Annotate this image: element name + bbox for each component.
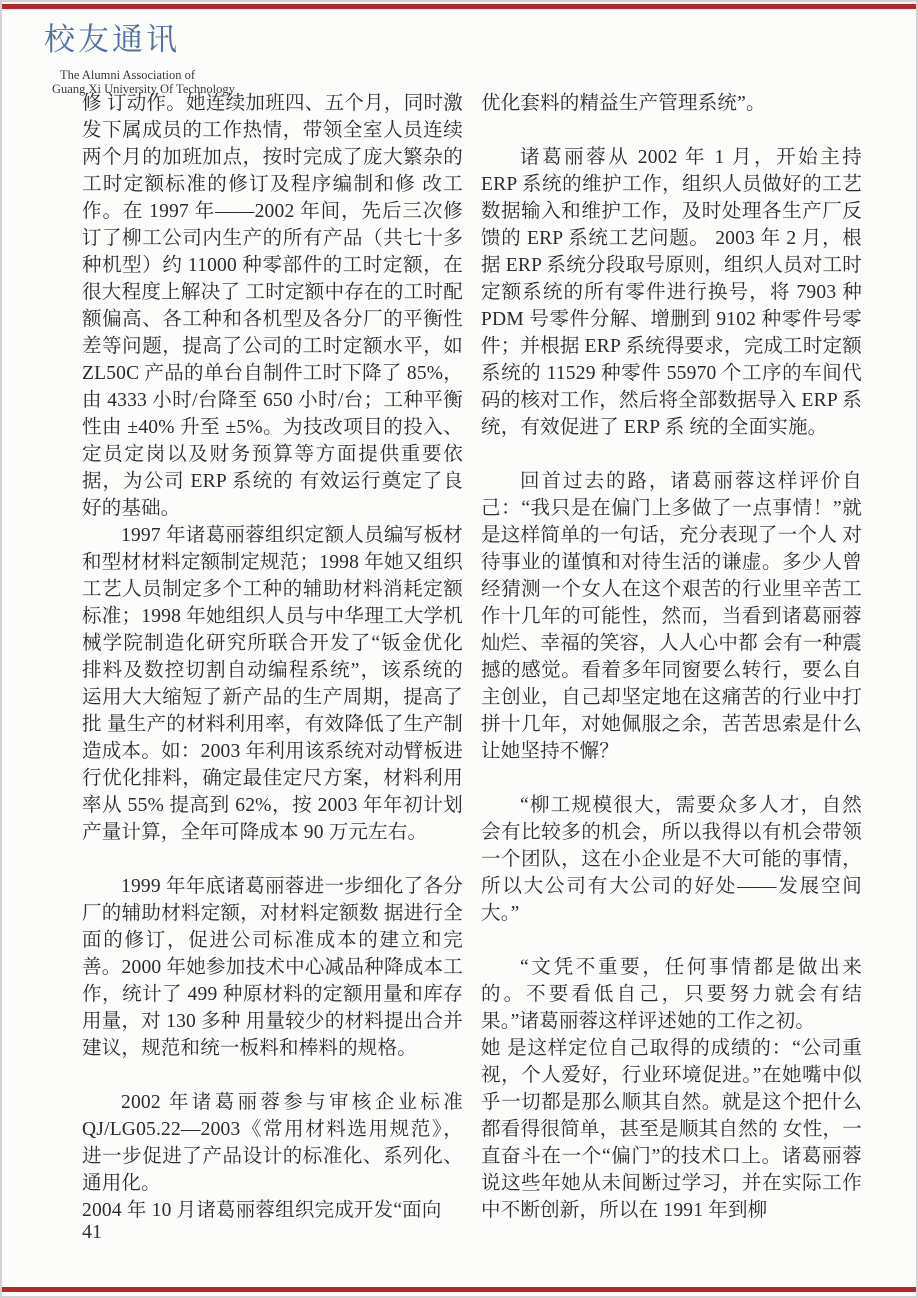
paragraph: 1997 年诸葛丽蓉组织定额人员编写板材和型材材料定额制定规范；1998 年她又组织工艺人员制定多个工种的辅助材料消耗定额标准；1998 年她组织人员与中华理工大学机械学院制造化研究所联合开发了“钣金优化排料及数控切割自动编程系统”，该系统的运用大大缩短了新产品的生产周期，提高了批 量生产的材料利用率，有效降低了生产制造成本。如：2003 年利用该系统对动臂板进行优化排料，确定最佳定尺方案，材料利用率从 55% 提高到 62%，按 2003 年年初计划产量计算，全年可降成本 90 万元左右。 xyxy=(82,525,463,843)
paragraph: 1999 年年底诸葛丽蓉进一步细化了各分厂的辅助材料定额，对材料定额数 据进行全面的修订，促进公司标准成本的建立和完善。2000 年她参加技术中心减品种降成本工作，统计了 499 种原材料的定额用量和库存用量，对 130 多种 用量较少的材料提出合并建议，规范和统一板料和棒料的规格。 xyxy=(82,876,463,1059)
left-column xyxy=(82,90,463,1224)
newsletter-title: 校友通讯 xyxy=(44,22,180,57)
paragraph: 诸葛丽蓉从 2002 年 1 月，开始主持 ERP 系统的维护工作，组织人员做好的工艺数据输入和维护工作，及时处理各生产厂反馈的 ERP 系统工艺问题。 2003 年 2 月，根据 ERP 系统分段取号原则，组织人员对工时定额系统的所有零件进行换号，将 7903 种 PDM 号零件分解、增删到 9102 种零件号零件；并根据 ERP 系统得要求，完成工时定额系统的 11529 种零件 55970 个工序的车间代码的核对工作，然后将全部数据导入 ERP 系统，有效促进了 ERP 系 统的全面实施。 xyxy=(481,147,862,438)
article-body xyxy=(82,90,862,1224)
paragraph: “文凭不重要，任何事情都是做出来的。不要看低自己，只要努力就会有结果。”诸葛丽蓉这样评述她的工作之初。 xyxy=(481,957,862,1032)
paragraph: 2004 年 10 月诸葛丽蓉组织完成开发“面向 xyxy=(82,1200,442,1221)
paragraph: 修 订动作。她连续加班四、五个月，同时激发下属成员的工作热情，带领全室人员连续两个月的加班加点，按时完成了庞大繁杂的工时定额标准的修订及程序编制和修 改工作。在 1997 年——2002 年间，先后三次修订了柳工公司内生产的所有产品（共七十多种机型）约 11000 种零部件的工时定额，在很大程度上解决了 工时定额中存在的工时配额偏高、各工种和各机型及各分厂的平衡性差等问题，提高了公司的工时定额水平，如 ZL50C 产品的单台自制件工时下降了 85%，由 4333 小时/台降至 650 小时/台；工种平衡性由 ±40% 升至 ±5%。为技改项目的投入、定员定岗以及财务预算等方面提供重要依据，为公司 ERP 系统的 有效运行奠定了良好的基础。 xyxy=(82,93,463,519)
right-column xyxy=(481,90,862,1224)
paragraph: “柳工规模很大，需要众多人才，自然会有比较多的机会，所以我得以有机会带领一个团队，这在小企业是不大可能的事情，所以大公司有大公司的好处——发展空间大。” xyxy=(481,795,862,924)
page-number: 41 xyxy=(82,1221,102,1243)
paragraph: 2002 年诸葛丽蓉参与审核企业标准 QJ/LG05.22—2003《常用材料选用规范》，进一步促进了产品设计的标准化、系列化、通用化。 xyxy=(82,1092,463,1194)
bottom-rule xyxy=(2,1287,916,1292)
paragraph: 她 是这样定位自己取得的成绩的：“公司重视，个人爱好，行业环境促进。”在她嘴中似乎一切都是那么顺其自然。就是这个把什么都看得很简单，甚至是顺其自然的 女性，一直奋斗在一个“偏门”的技术口上。诸葛丽蓉说这些年她从未间断过学习，并在实际工作中不断创新，所以在 1991 年到柳 xyxy=(481,1038,862,1221)
subtitle-line-2: Guang Xi University Of Technology xyxy=(52,82,235,96)
top-rule xyxy=(2,4,916,9)
paragraph: 优化套料的精益生产管理系统”。 xyxy=(481,93,766,114)
masthead xyxy=(44,14,235,96)
paragraph: 回首过去的路，诸葛丽蓉这样评价自己：“我只是在偏门上多做了一点事情！”就是这样简单的一句话，充分表现了一个人 对待事业的谨慎和对待生活的谦虚。多少人曾经猜测一个女人在这个艰苦的行业里辛苦工作十几年的可能性，然而，当看到诸葛丽蓉灿烂、幸福的笑容，人人心中都 会有一种震撼的感觉。看着多年同窗要么转行，要么自主创业，自己却坚定地在这痛苦的行业中打拼十几年，对她佩服之余，苦苦思索是什么让她坚持不懈？ xyxy=(481,471,862,762)
subtitle-line-1: The Alumni Association of xyxy=(60,68,196,82)
